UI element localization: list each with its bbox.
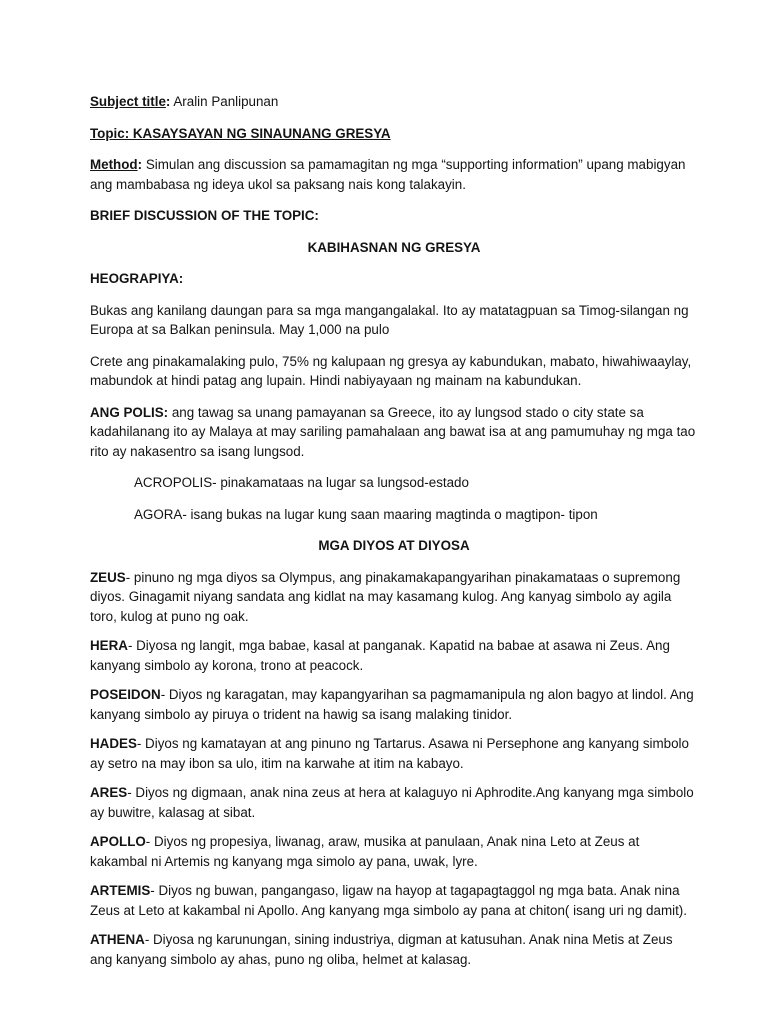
god-entry [90,832,698,871]
agora-line: AGORA- isang bukas na lugar kung saan maaring magtinda o magtipon- tipon [134,506,598,522]
god-name: HADES [90,736,137,751]
god-entry [90,930,698,969]
polis-text: ang tawag sa unang pamayanan sa Greece, ito ay lungsod stado o city state sa kadahilanang ito ay Malaya at may sariling pamahalaan ang bawat isa at ang pamumuhay ng mga tao rito ay nakasentro sa isang lungsod. [90,404,696,459]
god-description: - Diyosa ng karunungan, sining industriya, digman at katusuhan. Anak nina Metis at Zeus ang kanyang simbolo ay ahas, puno ng oliba, helmet at kalasag. [90,932,673,967]
subject-value: Aralin Panlipunan [173,94,279,109]
polis-paragraph [90,403,698,462]
god-description: - Diyos ng propesiya, liwanag, araw, musika at panulaan, Anak nina Leto at Zeus at kakambal ni Artemis ng kanyang mga simolo ay pana, uwak, lyre. [90,834,640,869]
gods-list [90,568,698,970]
geography-paragraph-1: Bukas ang kanilang daungan para sa mga mangangalakal. Ito ay matatagpuan sa Timog-silangan ng Europa at sa Balkan peninsula. May 1,000 na pulo [90,302,689,337]
god-entry [90,881,698,920]
god-description: - Diyos ng digmaan, anak nina zeus at hera at kalaguyo ni Aphrodite.Ang kanyang mga simbolo ay buwitre, kalasag at sibat. [90,785,694,820]
god-name: ARES [90,785,128,800]
god-description: - Diyos ng karagatan, may kapangyarihan sa pagmamanipula ng alon bagyo at lindol. Ang kanyang simbolo ay piruya o trident na hawig sa isang malaking tinidor. [90,687,694,722]
method-paragraph [90,155,698,194]
geography-paragraph-2: Crete ang pinakamalaking pulo, 75% ng kalupaan ng gresya ay kabundukan, mabato, hiwahiwaaylay, mabundok at hindi patag ang lupain. Hindi nabiyayaan ng mainam na kabundukan. [90,353,692,388]
god-name: POSEIDON [90,687,161,702]
god-name: ZEUS [90,569,126,585]
god-entry [90,685,698,724]
section-title-kabihasnan: KABIHASNAN NG GRESYA [307,239,481,255]
heograpiya-heading: HEOGRAPIYA: [90,271,184,286]
god-entry [90,568,698,627]
subject-label: Subject title [90,94,166,109]
god-description: - Diyos ng kamatayan at ang pinuno ng Tartarus. Asawa ni Persephone ang kanyang simbolo ay setro na may ibon sa ulo, itim na karwahe at itim na kabayo. [90,736,689,771]
subject-line [90,92,698,112]
method-text: Simulan ang discussion sa pamamagitan ng mga “supporting information” upang mabigyan ang mambabasa ng ideya ukol sa paksang nais kong talakayin. [90,157,686,192]
subject-colon: : [165,94,171,109]
god-entry [90,734,698,773]
brief-discussion-heading: BRIEF DISCUSSION OF THE TOPIC: [90,208,319,223]
god-description: - pinuno ng mga diyos sa Olympus, ang pinakamakapangyarihan pinakamataas o supremong diyos. Ginagamit niyang sandata ang kidlat na may kasamang kulog. Ang kanyag simbolo ay agila toro, kulog at puno ng oak. [90,569,681,624]
method-colon: : [137,157,143,172]
polis-term: ANG POLIS: [90,404,169,420]
god-description: - Diyos ng buwan, pangangaso, ligaw na hayop at tagapagtaggol ng mga bata. Anak nina Zeus at Leto at kakambal ni Apollo. Ang kanyang mga simbolo ay pana at chiton( isang uri ng damit). [90,883,687,918]
god-name: ARTEMIS [90,883,151,898]
acropolis-line: ACROPOLIS- pinakamataas na lugar sa lungsod-estado [134,475,469,490]
topic-line: Topic: KASAYSAYAN NG SINAUNANG GRESYA [90,125,391,141]
god-name: ATHENA [90,932,145,947]
god-entry [90,783,698,822]
god-name: APOLLO [90,834,146,849]
section-title-diyos: MGA DIYOS AT DIYOSA [318,538,470,553]
god-entry [90,636,698,675]
god-name: HERA [90,638,128,653]
method-label: Method [90,157,138,172]
god-description: - Diyosa ng langit, mga babae, kasal at panganak. Kapatid na babae at asawa ni Zeus. Ang kanyang simbolo ay korona, trono at peacock. [90,638,670,673]
